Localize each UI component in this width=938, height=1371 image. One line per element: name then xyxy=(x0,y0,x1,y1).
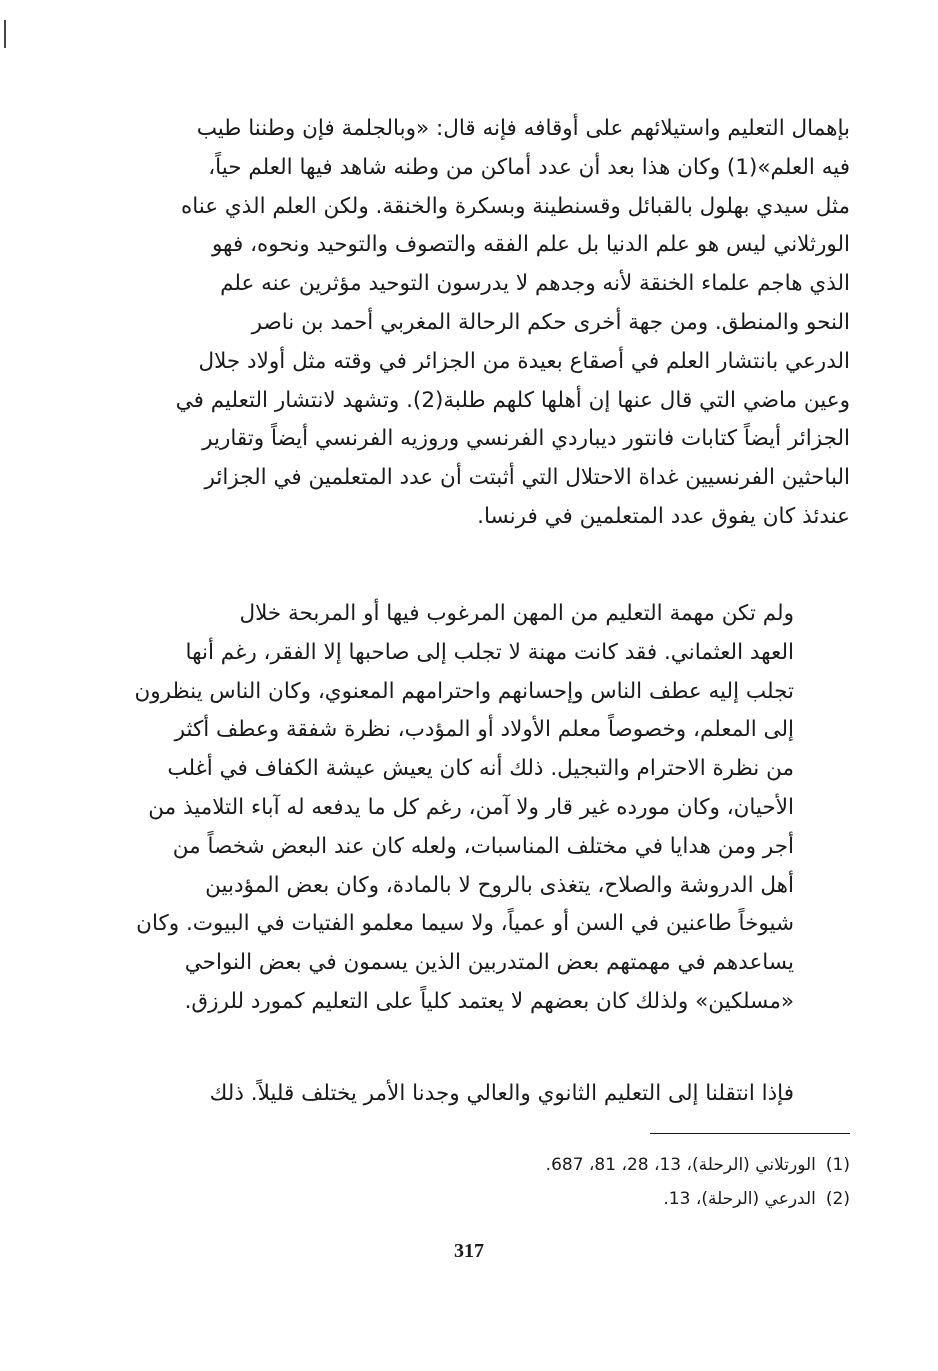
paragraph-3 xyxy=(150,1075,850,1114)
footnote-2 xyxy=(150,1182,850,1216)
paragraph-2 xyxy=(134,595,850,1022)
scan-edge-mark xyxy=(4,20,6,48)
page-number: 317 xyxy=(454,1240,484,1262)
text-line: الورثلاني ليس هو علم الدنيا بل علم الفقه والتصوف والتوحيد ونحوه، فهو xyxy=(211,232,850,258)
footnotes xyxy=(150,1148,850,1216)
text-line: شيوخاً طاعنين في السن أو عمياً، ولا سيما معلمو الفتيات في البيوت. وكان xyxy=(136,911,794,937)
text-line: بإهمال التعليم واستيلائهم على أوقافه فإنه قال: «وبالجلمة فإن وطننا طيب xyxy=(196,116,850,141)
text-line: الأحيان، وكان مورده غير قار ولا آمن، رغم كل ما يدفعه له آباء التلاميذ من xyxy=(148,794,794,820)
text-line: النحو والمنطق. ومن جهة أخرى حكم الرحالة المغربي أحمد بن ناصر xyxy=(251,309,850,335)
text-line: الباحثين الفرنسيين غداة الاحتلال التي أثبتت أن عدد المتعلمين في الجزائر xyxy=(204,465,850,491)
footnote-number: (2) xyxy=(825,1189,850,1209)
text-line: إلى المعلم، وخصوصاً معلم الأولاد أو المؤدب، نظرة شفقة وعطف أكثر xyxy=(174,717,794,743)
text-line: أجر ومن هدايا في مختلف المناسبات، ولعله كان عند البعض شخصاً من xyxy=(172,833,794,859)
text-line: عندئذ كان يفوق عدد المتعلمين في فرنسا. xyxy=(477,503,850,529)
footnote-text: الورتلاني (الرحلة)، 13، 28، 81، 687. xyxy=(545,1155,816,1175)
text-line: الدرعي بانتشار العلم في أصقاع بعيدة من الجزائر في وقته مثل أولاد جلال xyxy=(198,348,850,374)
text-line: فيه العلم»(1) وكان هذا بعد أن عدد أماكن من وطنه شاهد فيها العلم حياً، xyxy=(208,154,850,180)
text-line: الجزائر أيضاً كتابات فانتور ديباردي الفرنسي وروزيه الفرنسي أيضاً وتقارير xyxy=(202,426,850,452)
text-line: «مسلكين» ولذلك كان بعضهم لا يعتمد كلياً على التعليم كمورد للرزق. xyxy=(184,988,794,1014)
text-line: من نظرة الاحترام والتبجيل. ذلك أنه كان يعيش عيشة الكفاف في أغلب xyxy=(167,756,794,782)
text-line: وعين ماضي التي قال عنها إن أهلها كلهم طلبة(2). وتشهد لانتشار التعليم في xyxy=(175,387,850,413)
text-line: العهد العثماني. فقد كانت مهنة لا تجلب إلى صاحبها إلا الفقر، رغم أنها xyxy=(185,639,794,665)
footnote-1 xyxy=(150,1148,850,1182)
text-line: مثل سيدي بهلول بالقبائل وقسنطينة وبسكرة والخنقة. ولكن العلم الذي عناه xyxy=(180,193,850,219)
text-line: الذي هاجم علماء الخنقة لأنه وجدهم لا يدرسون التوحيد مؤثرين عنه علم xyxy=(220,271,850,297)
text-line: أهل الدروشة والصلاح، يتغذى بالروح لا بالمادة، وكان بعض المؤدبين xyxy=(205,872,794,898)
text-line: ولم تكن مهمة التعليم من المهن المرغوب فيها أو المربحة خلال xyxy=(239,601,794,626)
text-line: يساعدهم في مهمتهم بعض المتدربين الذين يسمون في بعض النواحي xyxy=(184,950,794,976)
footnote-text: الدرعي (الرحلة)، 13. xyxy=(663,1189,816,1209)
text-line: تجلب إليه عطف الناس وإحسانهم واحترامهم المعنوي، وكان الناس ينظرون xyxy=(134,678,794,704)
footnote-separator xyxy=(650,1133,850,1134)
footnote-number: (1) xyxy=(825,1155,850,1175)
paragraph-1 xyxy=(150,110,850,537)
text-line: فإذا انتقلنا إلى التعليم الثانوي والعالي وجدنا الأمر يختلف قليلاً. ذلك xyxy=(209,1081,794,1106)
